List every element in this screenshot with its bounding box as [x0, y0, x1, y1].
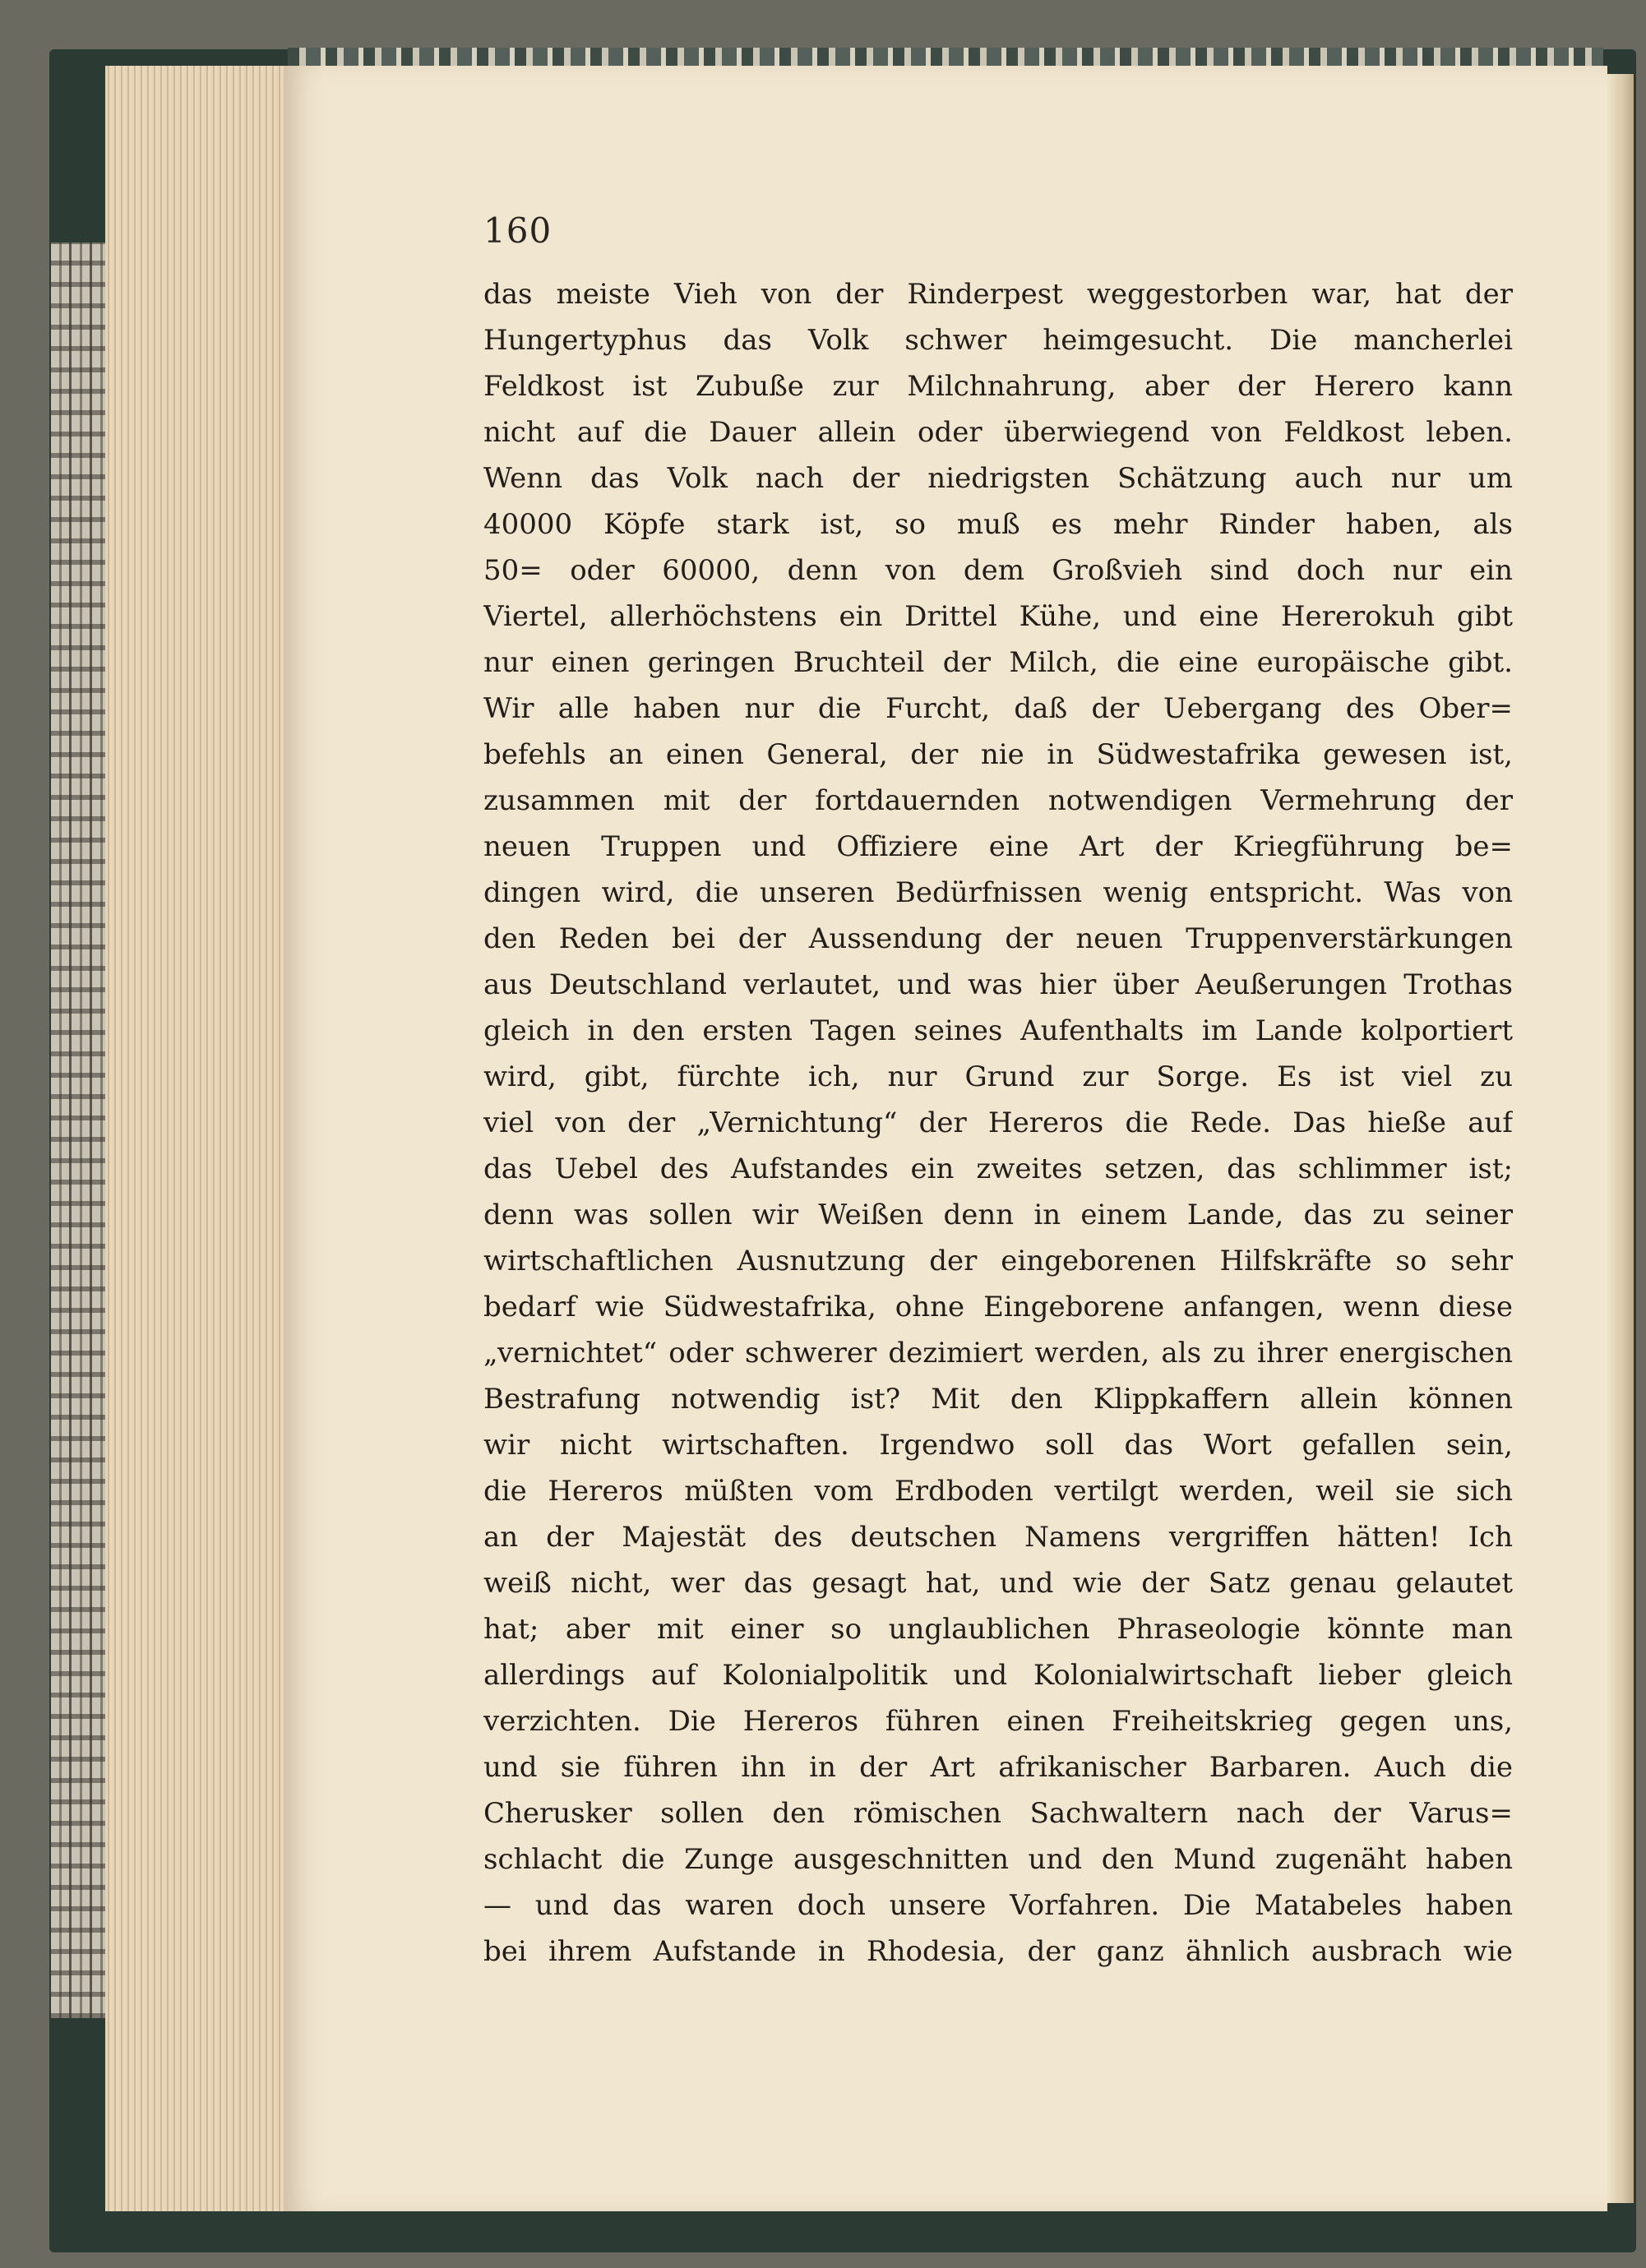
text-line: wir nicht wirtschaften. Irgendwo soll das Wort gefallen sein,: [483, 1429, 1513, 1462]
text-line: viel von der „Vernichtung“ der Hereros die Rede. Das hieße auf: [483, 1106, 1513, 1139]
text-line: „vernichtet“ oder schwerer dezimiert werden, als zu ihrer energischen: [483, 1337, 1513, 1370]
text-line: Hungertyphus das Volk schwer heimgesucht. Die mancherlei: [483, 324, 1513, 357]
text-line: Viertel, allerhöchstens ein Drittel Kühe, und eine Hererokuh gibt: [483, 600, 1513, 633]
text-line: schlacht die Zunge ausgeschnitten und den Mund zugenäht haben: [483, 1843, 1513, 1876]
text-line: — und das waren doch unsere Vorfahren. Die Matabeles haben: [483, 1889, 1513, 1922]
text-line: allerdings auf Kolonialpolitik und Kolonialwirtschaft lieber gleich: [483, 1659, 1513, 1692]
text-line: den Reden bei der Aussendung der neuen Truppenverstärkungen: [483, 922, 1513, 955]
text-line: und sie führen ihn in der Art afrikanischer Barbaren. Auch die: [483, 1751, 1513, 1784]
text-line: wird, gibt, fürchte ich, nur Grund zur Sorge. Es ist viel zu: [483, 1060, 1513, 1093]
text-line: zusammen mit der fortdauernden notwendigen Vermehrung der: [483, 784, 1513, 817]
text-line: Wenn das Volk nach der niedrigsten Schätzung auch nur um: [483, 462, 1513, 495]
text-line: 50= oder 60000, denn von dem Großvieh sind doch nur ein: [483, 554, 1513, 587]
text-line: das Uebel des Aufstandes ein zweites setzen, das schlimmer ist;: [483, 1152, 1513, 1185]
text-line: nicht auf die Dauer allein oder überwiegend von Feldkost leben.: [483, 416, 1513, 449]
text-line: dingen wird, die unseren Bedürfnissen wenig entspricht. Was von: [483, 876, 1513, 909]
text-line: an der Majestät des deutschen Namens vergriffen hätten! Ich: [483, 1521, 1513, 1554]
text-line: denn was sollen wir Weißen denn in einem Lande, das zu seiner: [483, 1199, 1513, 1231]
text-line: neuen Truppen und Offiziere eine Art der Kriegführung be=: [483, 830, 1513, 863]
body-text: [483, 271, 1513, 1975]
text-line: verzichten. Die Hereros führen einen Freiheitskrieg gegen uns,: [483, 1705, 1513, 1738]
text-line: aus Deutschland verlautet, und was hier über Aeußerungen Trothas: [483, 968, 1513, 1001]
text-line: Wir alle haben nur die Furcht, daß der Uebergang des Ober=: [483, 692, 1513, 725]
text-line: weiß nicht, wer das gesagt hat, und wie der Satz genau gelautet: [483, 1567, 1513, 1600]
text-line: Bestrafung notwendig ist? Mit den Klippkaffern allein können: [483, 1383, 1513, 1416]
text-line: bei ihrem Aufstande in Rhodesia, der ganz ähnlich ausbrach wie: [483, 1935, 1513, 1968]
text-line: das meiste Vieh von der Rinderpest weggestorben war, hat der: [483, 278, 1513, 311]
text-line: Feldkost ist Zubuße zur Milchnahrung, aber der Herero kann: [483, 370, 1513, 403]
text-line: wirtschaftlichen Ausnutzung der eingeborenen Hilfskräfte so sehr: [483, 1245, 1513, 1277]
marbled-edge: [51, 243, 109, 2018]
page-stack: [105, 66, 303, 2211]
text-line: nur einen geringen Bruchteil der Milch, die eine europäische gibt.: [483, 646, 1513, 679]
text-line: bedarf wie Südwestafrika, ohne Eingeborene anfangen, wenn diese: [483, 1291, 1513, 1323]
page-number: 160: [483, 210, 553, 251]
text-line: 40000 Köpfe stark ist, so muß es mehr Rinder haben, als: [483, 508, 1513, 541]
text-line: hat; aber mit einer so unglaublichen Phraseologie könnte man: [483, 1613, 1513, 1646]
text-line: befehls an einen General, der nie in Südwestafrika gewesen ist,: [483, 738, 1513, 771]
text-line: gleich in den ersten Tagen seines Aufenthalts im Lande kolportiert: [483, 1014, 1513, 1047]
text-line: Cherusker sollen den römischen Sachwaltern nach der Varus=: [483, 1797, 1513, 1830]
page-right-edge: [1607, 74, 1634, 2203]
text-line: die Hereros müßten vom Erdboden vertilgt werden, weil sie sich: [483, 1475, 1513, 1508]
